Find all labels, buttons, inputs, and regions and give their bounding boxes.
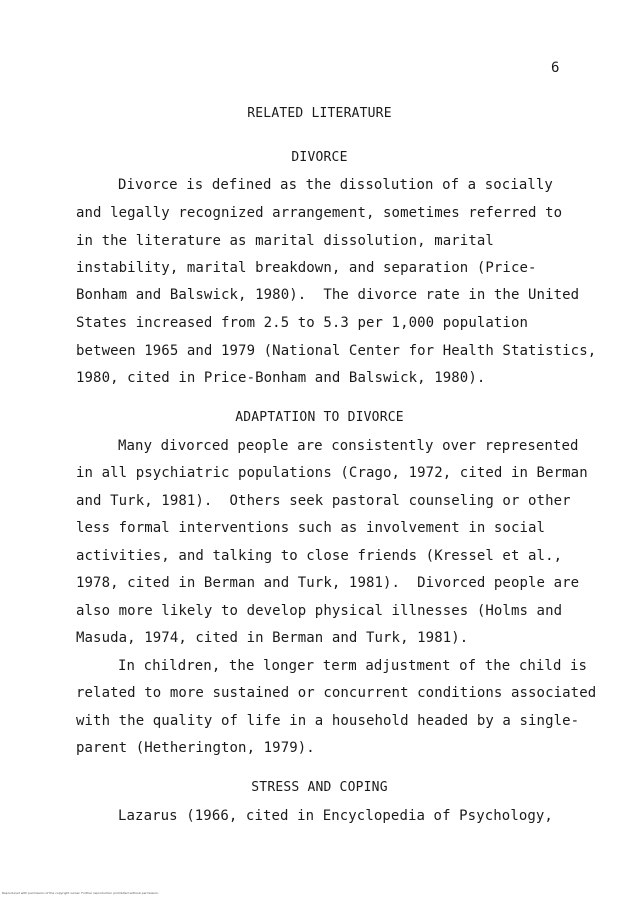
paragraph-line: between 1965 and 1979 (National Center for Health Statistics, [76, 343, 597, 359]
paragraph-line: 1978, cited in Berman and Turk, 1981). Divorced people are [76, 575, 580, 591]
paragraph-line: Masuda, 1974, cited in Berman and Turk, 1981). [76, 630, 469, 646]
page-number: 6 [551, 60, 560, 76]
heading-divorce: DIVORCE [291, 150, 348, 165]
paragraph-line: related to more sustained or concurrent conditions associated [76, 685, 597, 701]
paragraph-line: Bonham and Balswick, 1980). The divorce rate in the United [76, 287, 580, 303]
paragraph-line: and Turk, 1981). Others seek pastoral counseling or other [76, 493, 571, 509]
paragraph-line: Many divorced people are consistently over represented [118, 438, 579, 454]
paragraph-line: with the quality of life in a household headed by a single- [76, 713, 580, 729]
paragraph-line: less formal interventions such as involvement in social [76, 520, 546, 536]
paragraph-line: in the literature as marital dissolution, marital [76, 233, 494, 249]
paragraph-line: 1980, cited in Price-Bonham and Balswick, 1980). [76, 370, 486, 386]
reproduction-footer: Reproduced with permission of the copyright owner. Further reproduction prohibited without permission. [2, 891, 160, 895]
heading-adaptation-to-divorce: ADAPTATION TO DIVORCE [235, 410, 404, 425]
paragraph-line: also more likely to develop physical illnesses (Holms and [76, 603, 563, 619]
paragraph-line: and legally recognized arrangement, sometimes referred to [76, 205, 563, 221]
heading-stress-and-coping: STRESS AND COPING [251, 780, 388, 795]
paragraph-line: in all psychiatric populations (Crago, 1972, cited in Berman [76, 465, 588, 481]
paragraph-line: Lazarus (1966, cited in Encyclopedia of Psychology, [118, 808, 553, 824]
paragraph-line: Divorce is defined as the dissolution of a socially [118, 177, 553, 193]
paragraph-line: instability, marital breakdown, and separation (Price- [76, 260, 537, 276]
paragraph-line: parent (Hetherington, 1979). [76, 740, 315, 756]
heading-related-literature: RELATED LITERATURE [247, 106, 392, 121]
paragraph-line: States increased from 2.5 to 5.3 per 1,000 population [76, 315, 529, 331]
paragraph-line: activities, and talking to close friends (Kressel et al., [76, 548, 563, 564]
paragraph-line: In children, the longer term adjustment of the child is [118, 658, 588, 674]
